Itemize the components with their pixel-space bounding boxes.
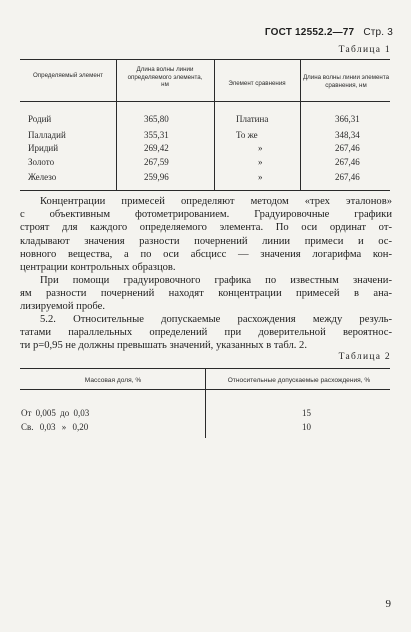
text-line: новного вещества, а по оси абсцисс — значения логарифма кон- (20, 248, 392, 260)
table1-cell: 348,34 (335, 130, 360, 140)
text-line: кладывают значения разности почернений линии примеси и ос- (20, 235, 392, 247)
text-line: ям разности почернений находят концентрации примесей в ана- (20, 288, 392, 300)
table1-cell: Платина (236, 114, 269, 124)
table2-header-rule (20, 389, 390, 390)
table1-cell: 267,46 (335, 157, 360, 167)
table2-cell: От 0,005 до 0,03 (21, 408, 90, 418)
text-line: ти p=0,95 не должны превышать значений, указанных в табл. 2. (20, 340, 308, 352)
text-line: татами параллельных определений при доверительной вероятнос- (20, 327, 392, 339)
text-line: При помощи градуировочного графика по известным значени- (40, 275, 392, 286)
table1-cell: 259,96 (144, 172, 169, 182)
text-line: 5.2. Относительные допускаемые расхождения между резуль- (40, 314, 392, 325)
table1-cell: 267,46 (335, 172, 360, 182)
table1-col-divider (300, 59, 301, 190)
table2-col-header: Относительные допускаемые расхождения, % (227, 377, 371, 384)
text-line: с объективным фотометрированием. Градуировочные графики (20, 209, 392, 221)
table1-cell: То же (236, 130, 258, 140)
standard-number: ГОСТ 12552.2—77 (264, 27, 355, 38)
paragraph (20, 313, 392, 353)
table2-cell: 10 (302, 422, 311, 432)
text-line: строят для каждого определяемого элемента. По оси ординат от- (20, 222, 392, 234)
table1-bottom-rule (20, 190, 390, 191)
table2-col-header: Массовая доля, % (84, 377, 142, 384)
table1-caption: Таблица 1 (338, 45, 391, 55)
table1-col-header: Длина волны линии элемента сравнения, нм (302, 74, 390, 89)
page-number: 9 (385, 598, 391, 610)
paragraph (20, 195, 392, 274)
table1-col-header: Элемент сравнения (228, 80, 286, 87)
table1-col-divider (214, 59, 215, 190)
page-label: Стр. 3 (363, 27, 393, 38)
table1-cell: 365,80 (144, 114, 169, 124)
table1-col-header: Определяемый элемент (32, 72, 104, 79)
table1-cell: Палладий (28, 130, 66, 140)
table1-cell: » (258, 157, 263, 167)
table2-cell: Св. 0,03 » 0,20 (21, 422, 89, 432)
table1-cell: » (258, 143, 263, 153)
paragraph (20, 274, 392, 314)
table1-cell: 267,59 (144, 157, 169, 167)
table1-cell: Иридий (28, 143, 59, 153)
table1-header-rule (20, 101, 390, 102)
table1-cell: 269,42 (144, 143, 169, 153)
table2-caption: Таблица 2 (338, 352, 391, 362)
table1-top-rule (20, 59, 390, 60)
table1-cell: Золото (28, 157, 55, 167)
table1-cell: 267,46 (335, 143, 360, 153)
table1-cell: Родий (28, 114, 52, 124)
table1-cell: 366,31 (335, 114, 360, 124)
table1-cell: » (258, 172, 263, 182)
table1-cell: Железо (28, 172, 57, 182)
table1-col-header: Длина волны линии определяемого элемента, нм (127, 66, 203, 88)
text-line: Концентрации примесей определяют методом «трех эталонов» (40, 196, 392, 207)
table2-cell: 15 (302, 408, 311, 418)
table1-cell: 355,31 (144, 130, 169, 140)
text-line: лизируемой пробе. (20, 301, 106, 313)
text-line: центрации контрольных образцов. (20, 262, 176, 274)
table1-col-divider (116, 59, 117, 190)
page-header (265, 27, 393, 38)
